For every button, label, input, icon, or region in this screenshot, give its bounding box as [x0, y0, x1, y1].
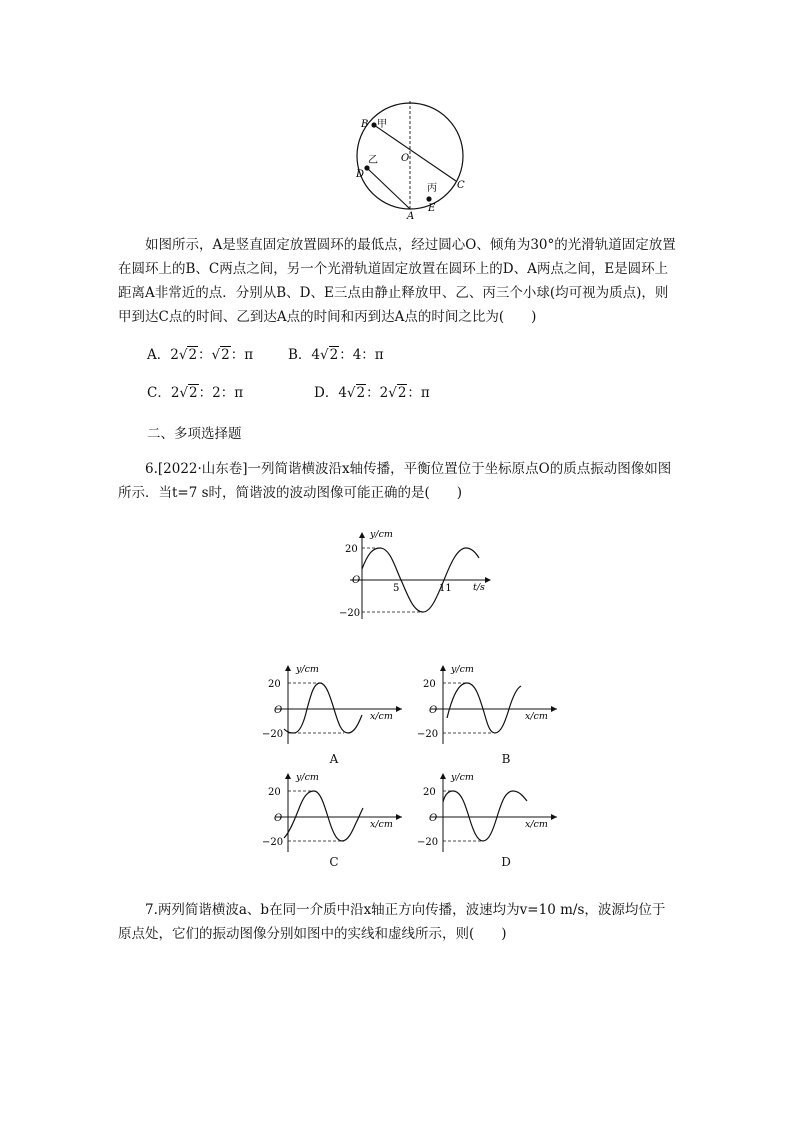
caption-b: B: [501, 752, 511, 766]
option-d-rad1: 2: [356, 385, 366, 401]
label-a: A: [407, 211, 415, 220]
wave-curve-c: [284, 791, 363, 841]
track-bc: [374, 125, 456, 181]
graph-a-x-label: x/cm: [370, 711, 393, 722]
main-graph: [335, 527, 495, 622]
ball-bing: [426, 196, 431, 201]
graph-c-y-top: 20: [268, 787, 281, 798]
main-x-tick-11: 11: [439, 583, 452, 594]
wave-curve-d: [443, 791, 527, 841]
q6-text: 6.[2022·山东卷]一列简谐横波沿x轴传播，平衡位置位于坐标原点O的质点振动图像如图所示．当t=7 s时，简谐波的波动图像可能正确的是( ): [118, 461, 672, 501]
option-d-rad2: 2: [397, 385, 407, 401]
option-graph-d[interactable]: [417, 770, 562, 855]
wave-curve-b: [447, 683, 521, 733]
label-bing: 丙: [427, 183, 437, 194]
circle-figure: [355, 95, 475, 220]
wave-curve-a: [284, 683, 362, 733]
label-o: O: [401, 153, 410, 164]
ball-jia: [371, 122, 376, 127]
graph-b-y-bottom: −20: [417, 729, 439, 740]
option-c-rad1: 2: [189, 385, 198, 401]
option-d-mid: ：2: [366, 385, 389, 401]
q5-text: 如图所示，A是竖直固定放置圆环的最低点，经过圆心O、倾角为30°的光滑轨道固定放置在圆环上的B、C两点之间，另一个光滑轨道固定放置在圆环上的D、A两点之间，E是圆环上距离A非常近的点．分别从B、D、E三点由静止释放甲、乙、丙三个小球(均可视为质点)，则甲到达C点的时间、乙到达A点的时间和丙到达A点的时间之比为( ): [118, 237, 676, 325]
main-x-tick-5: 5: [393, 583, 400, 594]
graph-d-y-top: 20: [423, 787, 436, 798]
option-graph-c[interactable]: [262, 770, 407, 855]
caption-d: D: [501, 855, 511, 869]
caption-c: C: [329, 855, 339, 869]
graph-a-origin: O: [274, 705, 283, 716]
option-b-suffix: ：4：π: [339, 347, 384, 363]
option-c-prefix: C．2: [147, 385, 180, 401]
graph-c-origin: O: [274, 813, 283, 824]
option-graph-b[interactable]: [417, 662, 562, 747]
label-yi: 乙: [368, 155, 378, 166]
graph-b-x-label: x/cm: [525, 711, 548, 722]
graph-a-y-label: y/cm: [296, 664, 319, 675]
graph-c-y-bottom: −20: [262, 837, 284, 848]
option-graph-a[interactable]: [262, 662, 407, 747]
q5-option-b[interactable]: B．4√2：4：π: [288, 347, 384, 363]
option-c-suffix: ：2：π: [198, 385, 244, 401]
section-title: 二、多项选择题: [147, 426, 242, 442]
main-y-top: 20: [345, 544, 358, 555]
option-a-rad1: 2: [188, 347, 198, 363]
main-x-label: t/s: [473, 582, 485, 593]
option-d-prefix: D．4: [314, 385, 347, 401]
graph-d-origin: O: [429, 813, 438, 824]
caption-a: A: [329, 752, 339, 766]
label-c: C: [457, 180, 465, 191]
graph-d-y-label: y/cm: [451, 772, 474, 783]
track-da: [367, 168, 410, 209]
graph-c-x-label: x/cm: [370, 819, 393, 830]
option-b-rad1: 2: [329, 347, 339, 363]
main-origin: O: [352, 575, 361, 586]
graph-c-y-label: y/cm: [296, 772, 319, 783]
q7-text: 7.两列简谐横波a、b在同一介质中沿x轴正方向传播，波速均为v=10 m/s，波源均位于原点处，它们的振动图像分别如图中的实线和虚线所示，则( ): [118, 902, 666, 942]
option-a-mid: ：: [198, 347, 212, 363]
graph-d-x-label: x/cm: [525, 819, 548, 830]
option-b-prefix: B．4: [288, 347, 321, 363]
q5-option-c[interactable]: C．2√2：2：π: [147, 385, 244, 401]
option-a-suffix: ：π: [230, 347, 254, 363]
label-b: B: [361, 119, 369, 130]
graph-b-y-top: 20: [423, 679, 436, 690]
option-a-rad2: 2: [221, 347, 230, 363]
q5-option-d[interactable]: D．4√2：2√2：π: [314, 385, 430, 401]
label-e: E: [428, 203, 436, 214]
option-d-suffix: ：π: [407, 385, 430, 401]
label-jia: 甲: [377, 119, 387, 130]
q5-option-a[interactable]: A．2√2：√2：π: [147, 347, 254, 363]
graph-b-origin: O: [429, 705, 438, 716]
graph-d-y-bottom: −20: [417, 837, 439, 848]
label-d: D: [356, 169, 365, 180]
main-y-label: y/cm: [370, 529, 393, 540]
option-a-prefix: A．2: [147, 347, 179, 363]
ball-yi: [364, 165, 369, 170]
main-y-bottom: −20: [339, 608, 361, 619]
graph-b-y-label: y/cm: [451, 664, 474, 675]
graph-a-y-top: 20: [268, 679, 281, 690]
graph-a-y-bottom: −20: [262, 729, 284, 740]
